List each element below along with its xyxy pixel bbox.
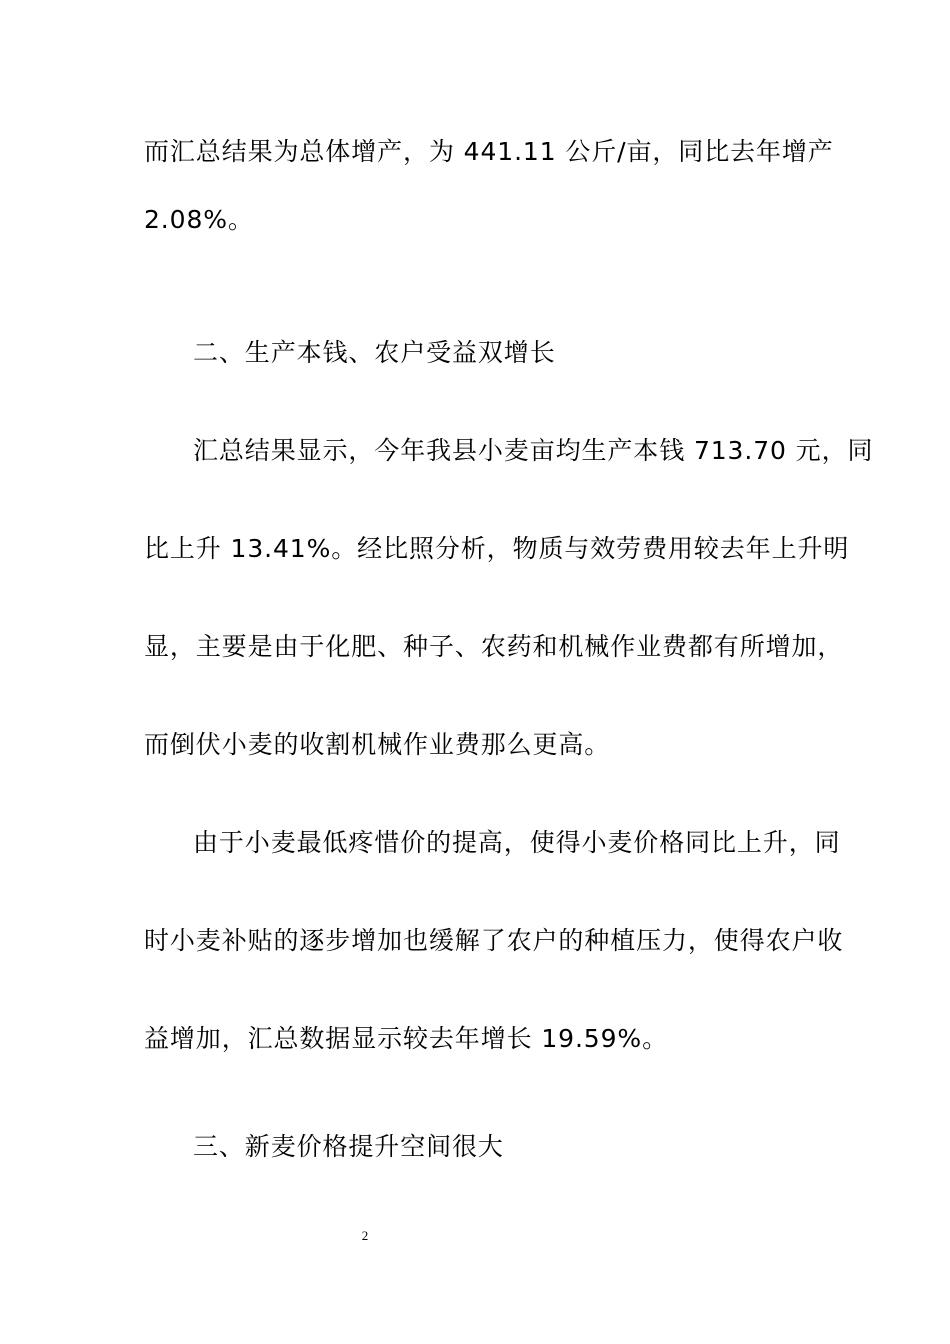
text-line: 时小麦补贴的逐步增加也缓解了农户的种植压力，使得农户收: [144, 926, 844, 955]
page-number: 2: [361, 1228, 369, 1243]
section-heading: 三、新麦价格提升空间很大: [193, 1132, 504, 1161]
text-line: 益增加，汇总数据显示较去年增长 19.59%。: [144, 1024, 668, 1053]
text-line: 而倒伏小麦的收割机械作业费那么更高。: [144, 730, 611, 759]
text-line: 2.08%。: [144, 205, 254, 234]
section-heading: 二、生产本钱、农户受益双增长: [193, 338, 556, 367]
text-line: 比上升 13.41%。经比照分析，物质与效劳费用较去年上升明: [144, 534, 850, 563]
text-line: 由于小麦最低疼惜价的提高，使得小麦价格同比上升，同: [193, 828, 841, 857]
text-line: 显，主要是由于化肥、种子、农药和机械作业费都有所增加，: [144, 632, 844, 661]
text-line: 而汇总结果为总体增产，为 441.11 公斤/亩，同比去年增产: [144, 137, 834, 166]
text-line: 汇总结果显示，今年我县小麦亩均生产本钱 713.70 元，同: [193, 436, 874, 465]
